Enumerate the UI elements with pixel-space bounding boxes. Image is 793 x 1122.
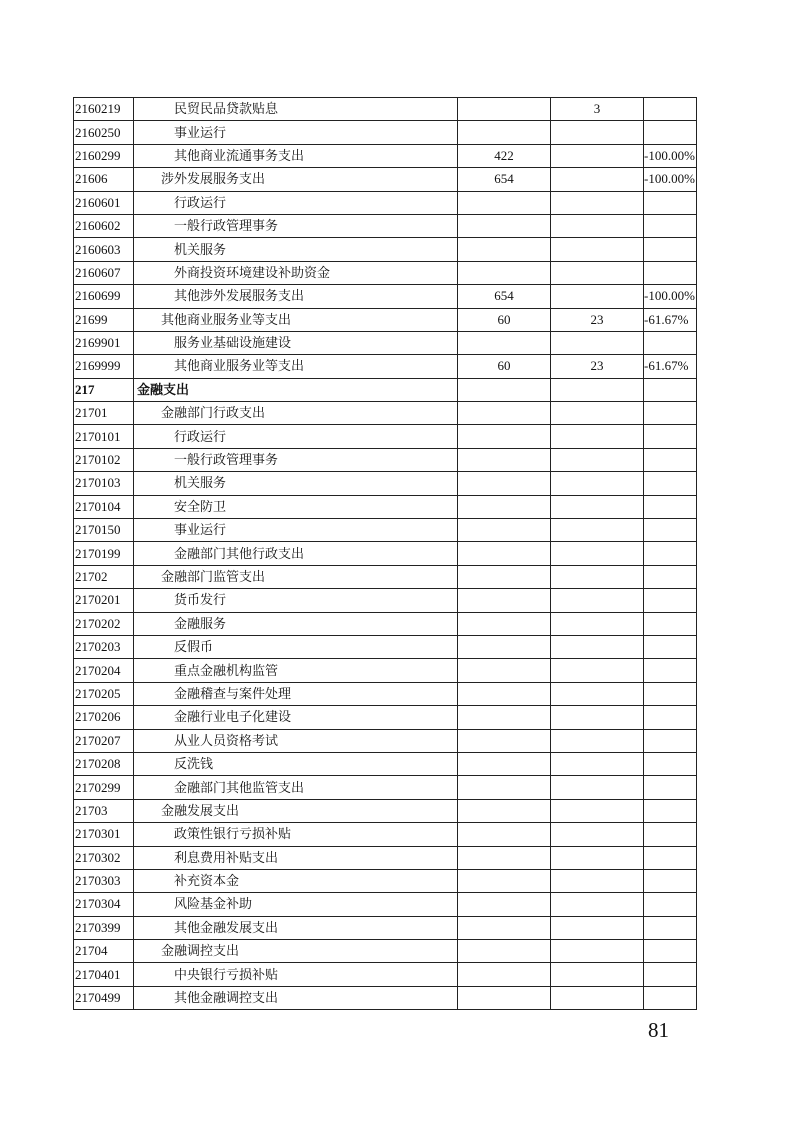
table-row <box>74 448 697 471</box>
subject-name: 金融支出 <box>134 378 458 401</box>
subject-name: 风险基金补助 <box>134 893 458 916</box>
change-percent <box>644 893 697 916</box>
table-row <box>74 238 697 261</box>
subject-name: 民贸民品贷款贴息 <box>134 98 458 121</box>
previous-amount <box>458 238 551 261</box>
change-percent <box>644 752 697 775</box>
previous-amount <box>458 191 551 214</box>
table-row <box>74 542 697 565</box>
previous-amount <box>458 659 551 682</box>
current-amount <box>551 682 644 705</box>
subject-code: 21701 <box>74 402 134 425</box>
subject-code: 2170101 <box>74 425 134 448</box>
previous-amount <box>458 448 551 471</box>
previous-amount <box>458 519 551 542</box>
previous-amount <box>458 986 551 1009</box>
subject-name: 金融服务 <box>134 612 458 635</box>
change-percent <box>644 776 697 799</box>
previous-amount <box>458 682 551 705</box>
subject-name: 事业运行 <box>134 121 458 144</box>
previous-amount <box>458 472 551 495</box>
subject-code: 2170203 <box>74 635 134 658</box>
change-percent <box>644 238 697 261</box>
table-row <box>74 589 697 612</box>
previous-amount <box>458 612 551 635</box>
change-percent <box>644 495 697 518</box>
subject-name: 外商投资环境建设补助资金 <box>134 261 458 284</box>
subject-code: 2170304 <box>74 893 134 916</box>
subject-code: 21699 <box>74 308 134 331</box>
current-amount <box>551 940 644 963</box>
current-amount <box>551 542 644 565</box>
table-row <box>74 495 697 518</box>
table-row <box>74 823 697 846</box>
change-percent <box>644 425 697 448</box>
change-percent <box>644 682 697 705</box>
change-percent <box>644 121 697 144</box>
current-amount <box>551 214 644 237</box>
change-percent <box>644 823 697 846</box>
table-row <box>74 916 697 939</box>
previous-amount: 654 <box>458 285 551 308</box>
subject-code: 2160603 <box>74 238 134 261</box>
previous-amount <box>458 542 551 565</box>
current-amount <box>551 378 644 401</box>
table-row <box>74 472 697 495</box>
subject-name: 其他商业服务业等支出 <box>134 355 458 378</box>
subject-name: 其他金融发展支出 <box>134 916 458 939</box>
subject-name: 金融发展支出 <box>134 799 458 822</box>
table-row <box>74 799 697 822</box>
table-row <box>74 285 697 308</box>
table-row <box>74 659 697 682</box>
change-percent: -100.00% <box>644 285 697 308</box>
table-row <box>74 635 697 658</box>
current-amount <box>551 729 644 752</box>
change-percent <box>644 659 697 682</box>
previous-amount <box>458 331 551 354</box>
previous-amount <box>458 916 551 939</box>
subject-code: 2170103 <box>74 472 134 495</box>
page-number: 81 <box>648 1018 669 1042</box>
table-row <box>74 425 697 448</box>
change-percent <box>644 799 697 822</box>
change-percent <box>644 472 697 495</box>
subject-name: 其他商业服务业等支出 <box>134 308 458 331</box>
table-row <box>74 612 697 635</box>
change-percent <box>644 331 697 354</box>
subject-code: 21704 <box>74 940 134 963</box>
subject-code: 217 <box>74 378 134 401</box>
current-amount <box>551 659 644 682</box>
change-percent <box>644 261 697 284</box>
subject-name: 一般行政管理事务 <box>134 214 458 237</box>
previous-amount: 422 <box>458 144 551 167</box>
previous-amount <box>458 963 551 986</box>
current-amount <box>551 425 644 448</box>
change-percent <box>644 378 697 401</box>
change-percent <box>644 448 697 471</box>
table-row <box>74 565 697 588</box>
subject-code: 2170202 <box>74 612 134 635</box>
current-amount <box>551 519 644 542</box>
table-row <box>74 355 697 378</box>
table-row <box>74 191 697 214</box>
subject-code: 2160602 <box>74 214 134 237</box>
previous-amount <box>458 378 551 401</box>
change-percent <box>644 214 697 237</box>
table-row <box>74 682 697 705</box>
current-amount: 23 <box>551 308 644 331</box>
previous-amount <box>458 425 551 448</box>
current-amount <box>551 495 644 518</box>
subject-name: 金融行业电子化建设 <box>134 706 458 729</box>
subject-name: 金融调控支出 <box>134 940 458 963</box>
change-percent <box>644 869 697 892</box>
table-row <box>74 214 697 237</box>
current-amount <box>551 565 644 588</box>
current-amount: 3 <box>551 98 644 121</box>
change-percent: -61.67% <box>644 308 697 331</box>
subject-code: 2170207 <box>74 729 134 752</box>
change-percent <box>644 963 697 986</box>
change-percent <box>644 542 697 565</box>
current-amount <box>551 472 644 495</box>
subject-code: 2170150 <box>74 519 134 542</box>
change-percent <box>644 519 697 542</box>
change-percent <box>644 729 697 752</box>
current-amount <box>551 238 644 261</box>
subject-name: 利息费用补贴支出 <box>134 846 458 869</box>
current-amount <box>551 261 644 284</box>
subject-code: 21606 <box>74 168 134 191</box>
subject-name: 事业运行 <box>134 519 458 542</box>
change-percent <box>644 565 697 588</box>
change-percent <box>644 191 697 214</box>
subject-code: 2169999 <box>74 355 134 378</box>
subject-name: 涉外发展服务支出 <box>134 168 458 191</box>
previous-amount: 654 <box>458 168 551 191</box>
current-amount <box>551 589 644 612</box>
current-amount <box>551 448 644 471</box>
table-row <box>74 963 697 986</box>
subject-code: 21703 <box>74 799 134 822</box>
change-percent <box>644 940 697 963</box>
current-amount <box>551 191 644 214</box>
table-row <box>74 144 697 167</box>
subject-code: 2170104 <box>74 495 134 518</box>
current-amount: 23 <box>551 355 644 378</box>
previous-amount <box>458 402 551 425</box>
subject-name: 金融部门其他行政支出 <box>134 542 458 565</box>
current-amount <box>551 285 644 308</box>
subject-name: 从业人员资格考试 <box>134 729 458 752</box>
current-amount <box>551 893 644 916</box>
subject-code: 21702 <box>74 565 134 588</box>
table-row <box>74 940 697 963</box>
subject-name: 机关服务 <box>134 472 458 495</box>
subject-code: 2170199 <box>74 542 134 565</box>
table-row <box>74 519 697 542</box>
change-percent <box>644 612 697 635</box>
current-amount <box>551 121 644 144</box>
previous-amount <box>458 495 551 518</box>
subject-code: 2170204 <box>74 659 134 682</box>
subject-name: 行政运行 <box>134 191 458 214</box>
change-percent: -100.00% <box>644 168 697 191</box>
previous-amount <box>458 706 551 729</box>
table-row <box>74 331 697 354</box>
current-amount <box>551 986 644 1009</box>
change-percent <box>644 589 697 612</box>
table-row <box>74 261 697 284</box>
subject-name: 金融稽查与案件处理 <box>134 682 458 705</box>
previous-amount <box>458 846 551 869</box>
change-percent: -61.67% <box>644 355 697 378</box>
subject-name: 其他商业流通事务支出 <box>134 144 458 167</box>
subject-name: 金融部门其他监管支出 <box>134 776 458 799</box>
subject-name: 货币发行 <box>134 589 458 612</box>
previous-amount <box>458 799 551 822</box>
previous-amount <box>458 635 551 658</box>
budget-table <box>73 97 697 1010</box>
current-amount <box>551 916 644 939</box>
table-row <box>74 308 697 331</box>
subject-code: 2170205 <box>74 682 134 705</box>
table-row <box>74 168 697 191</box>
current-amount <box>551 612 644 635</box>
table-row <box>74 402 697 425</box>
table-row <box>74 706 697 729</box>
table-row <box>74 752 697 775</box>
previous-amount: 60 <box>458 355 551 378</box>
previous-amount <box>458 823 551 846</box>
subject-code: 2169901 <box>74 331 134 354</box>
current-amount <box>551 402 644 425</box>
current-amount <box>551 168 644 191</box>
subject-code: 2170401 <box>74 963 134 986</box>
subject-code: 2170301 <box>74 823 134 846</box>
current-amount <box>551 963 644 986</box>
subject-code: 2170201 <box>74 589 134 612</box>
table-row <box>74 776 697 799</box>
subject-code: 2170499 <box>74 986 134 1009</box>
subject-name: 政策性银行亏损补贴 <box>134 823 458 846</box>
previous-amount: 60 <box>458 308 551 331</box>
table-row <box>74 121 697 144</box>
subject-code: 2170208 <box>74 752 134 775</box>
current-amount <box>551 752 644 775</box>
subject-code: 2160601 <box>74 191 134 214</box>
table-row <box>74 869 697 892</box>
subject-code: 2170303 <box>74 869 134 892</box>
current-amount <box>551 846 644 869</box>
subject-code: 2170299 <box>74 776 134 799</box>
current-amount <box>551 799 644 822</box>
current-amount <box>551 869 644 892</box>
change-percent <box>644 916 697 939</box>
subject-name: 反假币 <box>134 635 458 658</box>
subject-name: 金融部门监管支出 <box>134 565 458 588</box>
subject-name: 重点金融机构监管 <box>134 659 458 682</box>
subject-code: 2170399 <box>74 916 134 939</box>
change-percent <box>644 986 697 1009</box>
table-row <box>74 986 697 1009</box>
table-row <box>74 729 697 752</box>
subject-code: 2160607 <box>74 261 134 284</box>
subject-code: 2170206 <box>74 706 134 729</box>
current-amount <box>551 144 644 167</box>
subject-name: 补充资本金 <box>134 869 458 892</box>
table-row <box>74 98 697 121</box>
subject-name: 中央银行亏损补贴 <box>134 963 458 986</box>
previous-amount <box>458 121 551 144</box>
previous-amount <box>458 776 551 799</box>
subject-name: 行政运行 <box>134 425 458 448</box>
previous-amount <box>458 729 551 752</box>
previous-amount <box>458 752 551 775</box>
change-percent <box>644 402 697 425</box>
previous-amount <box>458 893 551 916</box>
subject-code: 2160219 <box>74 98 134 121</box>
change-percent <box>644 635 697 658</box>
previous-amount <box>458 589 551 612</box>
previous-amount <box>458 98 551 121</box>
subject-name: 其他涉外发展服务支出 <box>134 285 458 308</box>
subject-name: 服务业基础设施建设 <box>134 331 458 354</box>
table-row <box>74 893 697 916</box>
previous-amount <box>458 565 551 588</box>
change-percent <box>644 98 697 121</box>
subject-code: 2170302 <box>74 846 134 869</box>
subject-name: 安全防卫 <box>134 495 458 518</box>
current-amount <box>551 823 644 846</box>
subject-name: 金融部门行政支出 <box>134 402 458 425</box>
previous-amount <box>458 261 551 284</box>
previous-amount <box>458 869 551 892</box>
previous-amount <box>458 214 551 237</box>
current-amount <box>551 635 644 658</box>
change-percent <box>644 846 697 869</box>
table-row <box>74 378 697 401</box>
change-percent: -100.00% <box>644 144 697 167</box>
subject-code: 2160699 <box>74 285 134 308</box>
current-amount <box>551 776 644 799</box>
subject-name: 机关服务 <box>134 238 458 261</box>
subject-code: 2160250 <box>74 121 134 144</box>
subject-code: 2170102 <box>74 448 134 471</box>
current-amount <box>551 331 644 354</box>
subject-name: 其他金融调控支出 <box>134 986 458 1009</box>
change-percent <box>644 706 697 729</box>
subject-name: 反洗钱 <box>134 752 458 775</box>
current-amount <box>551 706 644 729</box>
subject-code: 2160299 <box>74 144 134 167</box>
previous-amount <box>458 940 551 963</box>
subject-name: 一般行政管理事务 <box>134 448 458 471</box>
table-row <box>74 846 697 869</box>
